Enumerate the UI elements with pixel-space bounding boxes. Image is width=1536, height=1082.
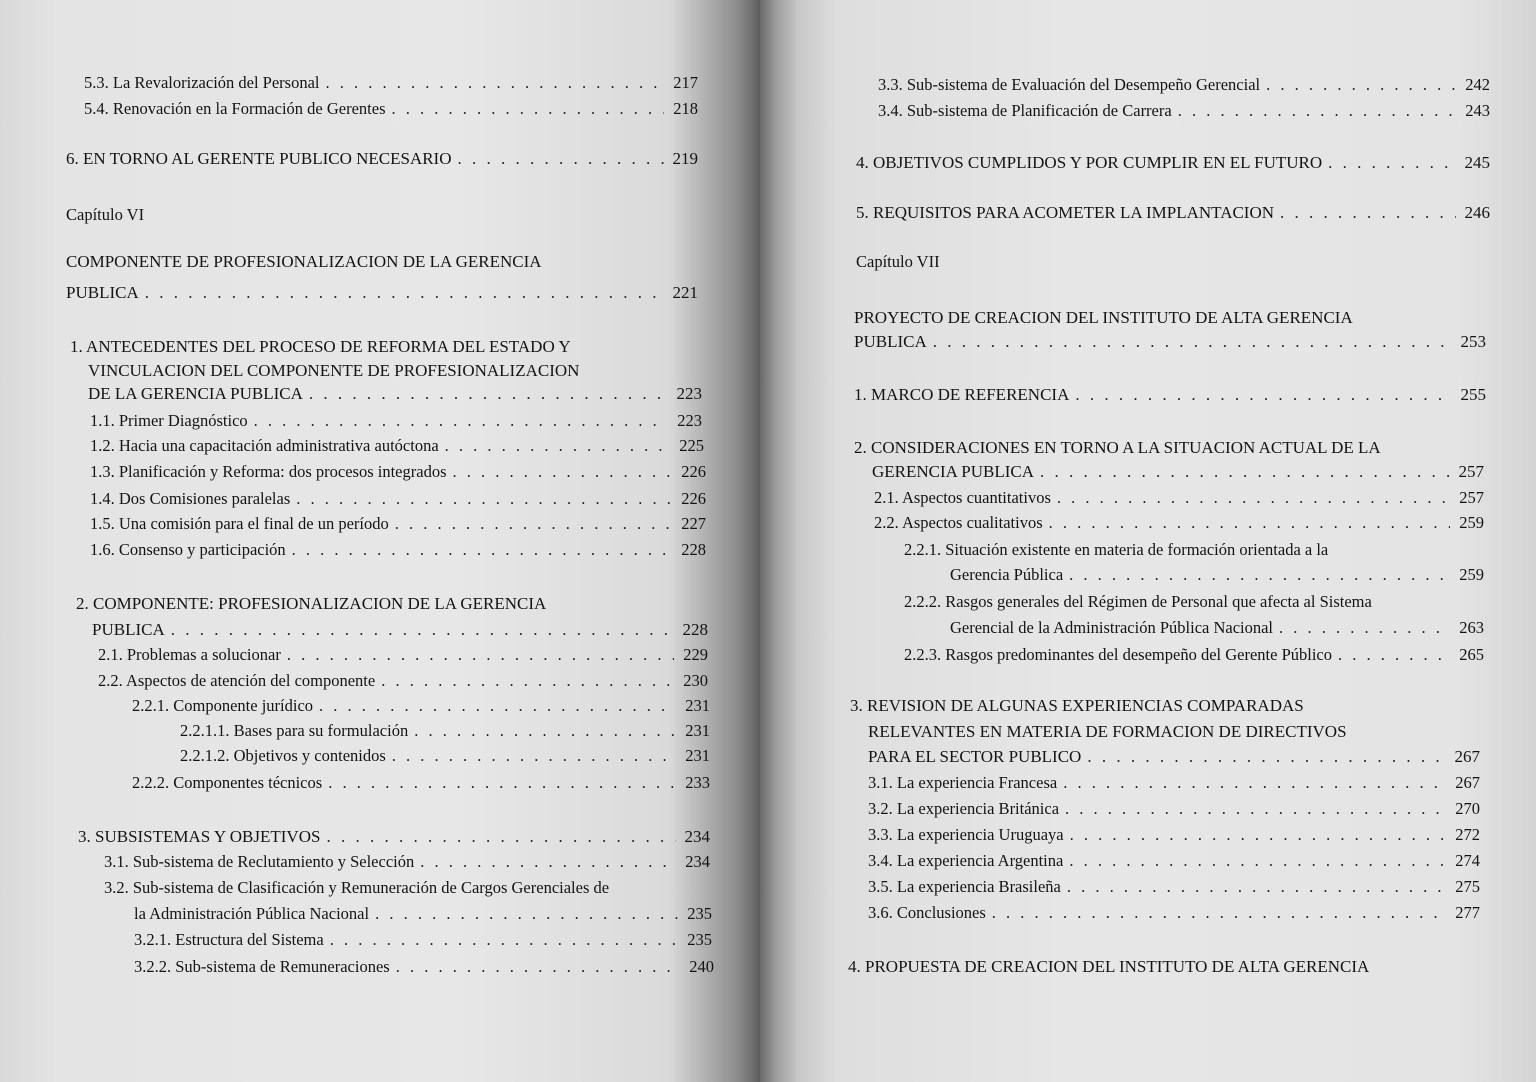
dot-leader (254, 409, 668, 433)
entry-title: 3.1. Sub-sistema de Reclutamiento y Selección (104, 852, 415, 871)
entry-title: 3.3. La experiencia Uruguaya (868, 825, 1064, 844)
page-number: 246 (1464, 203, 1490, 222)
page-number: 226 (681, 462, 706, 481)
entry-title: 3.2.1. Estructura del Sistema (134, 930, 324, 949)
toc-entry-line: 3.2. Sub-sistema de Clasificación y Remuneración de Cargos Gerenciales de (104, 878, 610, 897)
toc-section (872, 460, 1484, 484)
dot-leader (1178, 99, 1456, 123)
entry-title: 3.4. La experiencia Argentina (868, 851, 1064, 870)
page-number: 223 (677, 411, 702, 430)
toc-entry (84, 97, 698, 121)
toc-entry (98, 669, 708, 693)
toc-section (856, 151, 1490, 175)
entry-title: 6. EN TORNO AL GERENTE PUBLICO NECESARIO (66, 149, 452, 168)
entry-title: Gerencia Pública (950, 565, 1064, 584)
toc-entry (134, 928, 712, 952)
page-number: 259 (1459, 513, 1484, 532)
toc-entry (874, 511, 1484, 535)
toc-section (88, 382, 702, 406)
toc-entry (878, 99, 1490, 123)
toc-entry (90, 538, 706, 562)
page-number: 231 (685, 746, 710, 765)
toc-entry (134, 955, 714, 979)
dot-leader (414, 719, 676, 743)
dot-leader (1067, 875, 1446, 899)
dot-leader (392, 97, 665, 121)
entry-title: PUBLICA (66, 283, 139, 302)
page-number: 265 (1459, 645, 1484, 664)
toc-entry (132, 694, 710, 718)
page-number: 231 (685, 696, 710, 715)
dot-leader (287, 643, 674, 667)
entry-title: 3.6. Conclusiones (868, 903, 986, 922)
entry-title: 4. OBJETIVOS CUMPLIDOS Y POR CUMPLIR EN EL FUTURO (856, 153, 1323, 172)
toc-entry (950, 616, 1484, 640)
page-number: 226 (681, 489, 706, 508)
section-title: 4. PROPUESTA DE CREACION DEL INSTITUTO DE ALTA GERENCIA (848, 957, 1370, 976)
entry-title: 2.2.1. Componente jurídico (132, 696, 314, 715)
dot-leader (326, 825, 676, 849)
page-number: 223 (676, 384, 702, 403)
toc-entry (90, 434, 704, 458)
dot-leader (420, 850, 676, 874)
dot-leader (171, 618, 674, 642)
page-number: 270 (1455, 799, 1480, 818)
dot-leader (992, 901, 1446, 925)
entry-title: 5. REQUISITOS PARA ACOMETER LA IMPLANTACION (856, 203, 1275, 222)
toc-entry-line: 2.2.1. Situación existente en materia de formación orientada a la (904, 540, 1329, 559)
entry-title: PUBLICA (854, 332, 927, 351)
section-title: 3. REVISION DE ALGUNAS EXPERIENCIAS COMPARADAS (850, 696, 1304, 715)
entry-title: 3.4. Sub-sistema de Planificación de Carrera (878, 101, 1172, 120)
page-number: 272 (1455, 825, 1480, 844)
chapter-title: COMPONENTE DE PROFESIONALIZACION DE LA GERENCIA (66, 252, 542, 271)
dot-leader (1087, 745, 1446, 769)
toc-entry (180, 744, 710, 768)
section-title: RELEVANTES EN MATERIA DE FORMACION DE DIRECTIVOS (868, 722, 1347, 741)
toc-entry (868, 823, 1480, 847)
dot-leader (445, 434, 670, 458)
entry-title: 2.2.1.2. Objetivos y contenidos (180, 746, 386, 765)
entry-title: 2.2.2. Componentes técnicos (132, 773, 323, 792)
page-number: 227 (681, 514, 706, 533)
page-number: 267 (1455, 773, 1480, 792)
toc-entry (868, 771, 1480, 795)
toc-entry (950, 563, 1484, 587)
toc-entry (868, 849, 1480, 873)
section-title: VINCULACION DEL COMPONENTE DE PROFESIONALIZACION (88, 361, 580, 380)
page-number: 274 (1455, 851, 1480, 870)
toc-entry (904, 643, 1484, 667)
dot-leader (145, 281, 664, 305)
toc-section (854, 330, 1486, 354)
chapter-title: PROYECTO DE CREACION DEL INSTITUTO DE ALTA GERENCIA (854, 308, 1353, 327)
entry-title: DE LA GERENCIA PUBLICA (88, 384, 303, 403)
page-number: 259 (1459, 565, 1484, 584)
page-number: 240 (689, 957, 714, 976)
section-title: 2. COMPONENTE: PROFESIONALIZACION DE LA GERENCIA (76, 594, 547, 613)
toc-entry (132, 771, 710, 795)
page-number: 229 (683, 645, 708, 664)
page-number: 233 (685, 773, 710, 792)
page-number: 267 (1454, 747, 1480, 766)
entry-title: PARA EL SECTOR PUBLICO (868, 747, 1082, 766)
dot-leader (309, 382, 668, 406)
entry-title: PUBLICA (92, 620, 165, 639)
page-number: 257 (1458, 462, 1484, 481)
dot-leader (1280, 201, 1456, 225)
toc-section (854, 383, 1486, 407)
toc-entry (180, 719, 710, 743)
entry-title: 1.6. Consenso y participación (90, 540, 286, 559)
section-title: 1. ANTECEDENTES DEL PROCESO DE REFORMA DEL ESTADO Y (70, 337, 571, 356)
entry-title: 1.1. Primer Diagnóstico (90, 411, 248, 430)
dot-leader (1063, 771, 1446, 795)
dot-leader (319, 694, 676, 718)
entry-title: Gerencial de la Administración Pública Nacional (950, 618, 1274, 637)
page-number: 234 (684, 827, 710, 846)
section-title: 2. CONSIDERACIONES EN TORNO A LA SITUACION ACTUAL DE LA (854, 438, 1381, 457)
dot-leader (933, 330, 1452, 354)
entry-title: 3.1. La experiencia Francesa (868, 773, 1058, 792)
entry-title: 3.2.2. Sub-sistema de Remuneraciones (134, 957, 390, 976)
page-number: 217 (673, 73, 698, 92)
entry-title: 3.2. La experiencia Británica (868, 799, 1060, 818)
page-number: 275 (1455, 877, 1480, 896)
dot-leader (1049, 511, 1450, 535)
page-number: 219 (672, 149, 698, 168)
page-number: 231 (685, 721, 710, 740)
dot-leader (1075, 383, 1452, 407)
page-number: 235 (687, 904, 712, 923)
toc-entry-line: 2.2.2. Rasgos generales del Régimen de Personal que afecta al Sistema (904, 592, 1372, 611)
toc-section (66, 281, 698, 305)
toc-entry (84, 71, 698, 95)
entry-title: 5.3. La Revalorización del Personal (84, 73, 320, 92)
entry-title: 1.5. Una comisión para el final de un período (90, 514, 389, 533)
page-number: 235 (687, 930, 712, 949)
dot-leader (1069, 563, 1450, 587)
entry-title: GERENCIA PUBLICA (872, 462, 1034, 481)
toc-entry (98, 643, 708, 667)
page-number: 263 (1459, 618, 1484, 637)
page-number: 230 (683, 671, 708, 690)
toc-entry (874, 486, 1484, 510)
page-number: 245 (1464, 153, 1490, 172)
right-page (760, 0, 1536, 1082)
entry-title: 2.2. Aspectos de atención del componente (98, 671, 376, 690)
page-number: 257 (1459, 488, 1484, 507)
entry-title: 5.4. Renovación en la Formación de Gerentes (84, 99, 386, 118)
dot-leader (1279, 616, 1450, 640)
toc-section (868, 745, 1480, 769)
toc-section (78, 825, 710, 849)
dot-leader (1266, 73, 1456, 97)
page-number: 221 (672, 283, 698, 302)
dot-leader (292, 538, 672, 562)
dot-leader (395, 512, 672, 536)
entry-title: 2.2.1.1. Bases para su formulación (180, 721, 409, 740)
toc-entry (90, 487, 706, 511)
entry-title: 1.4. Dos Comisiones paralelas (90, 489, 291, 508)
entry-title: 1. MARCO DE REFERENCIA (854, 385, 1070, 404)
entry-title: 2.1. Problemas a solucionar (98, 645, 281, 664)
entry-title: 3.3. Sub-sistema de Evaluación del Desempeño Gerencial (878, 75, 1261, 94)
entry-title: 3. SUBSISTEMAS Y OBJETIVOS (78, 827, 321, 846)
dot-leader (296, 487, 672, 511)
entry-title: 2.2. Aspectos cualitativos (874, 513, 1043, 532)
toc-section (856, 201, 1490, 225)
entry-title: 2.1. Aspectos cuantitativos (874, 488, 1051, 507)
page-number: 253 (1460, 332, 1486, 351)
dot-leader (1040, 460, 1450, 484)
entry-title: 2.2.3. Rasgos predominantes del desempeño del Gerente Público (904, 645, 1332, 664)
left-page (0, 0, 760, 1082)
page-number: 218 (673, 99, 698, 118)
dot-leader (375, 902, 678, 926)
dot-leader (1065, 797, 1446, 821)
page-number: 277 (1455, 903, 1480, 922)
toc-entry (90, 460, 706, 484)
dot-leader (458, 147, 665, 171)
toc-entry (90, 512, 706, 536)
page-number: 243 (1465, 101, 1490, 120)
dot-leader (326, 71, 664, 95)
toc-section (92, 618, 708, 642)
dot-leader (1069, 849, 1446, 873)
page-number: 242 (1465, 75, 1490, 94)
dot-leader (330, 928, 678, 952)
entry-title: 1.3. Planificación y Reforma: dos procesos integrados (90, 462, 447, 481)
page-number: 228 (682, 620, 708, 639)
page-number: 255 (1460, 385, 1486, 404)
dot-leader (392, 744, 676, 768)
dot-leader (1338, 643, 1450, 667)
toc-entry (868, 797, 1480, 821)
page-number: 234 (685, 852, 710, 871)
chapter-label: Capítulo VI (66, 205, 145, 224)
page-number: 225 (679, 436, 704, 455)
page-number: 228 (681, 540, 706, 559)
dot-leader (1057, 486, 1450, 510)
dot-leader (328, 771, 676, 795)
dot-leader (1070, 823, 1446, 847)
dot-leader (396, 955, 680, 979)
dot-leader (453, 460, 673, 484)
toc-entry (868, 875, 1480, 899)
toc-section (66, 147, 698, 171)
chapter-label: Capítulo VII (856, 252, 940, 271)
toc-entry (868, 901, 1480, 925)
toc-entry (90, 409, 702, 433)
toc-entry (134, 902, 712, 926)
toc-entry (104, 850, 710, 874)
dot-leader (1328, 151, 1456, 175)
toc-entry (878, 73, 1490, 97)
dot-leader (381, 669, 674, 693)
entry-title: la Administración Pública Nacional (134, 904, 370, 923)
entry-title: 1.2. Hacia una capacitación administrativa autóctona (90, 436, 439, 455)
entry-title: 3.5. La experiencia Brasileña (868, 877, 1061, 896)
